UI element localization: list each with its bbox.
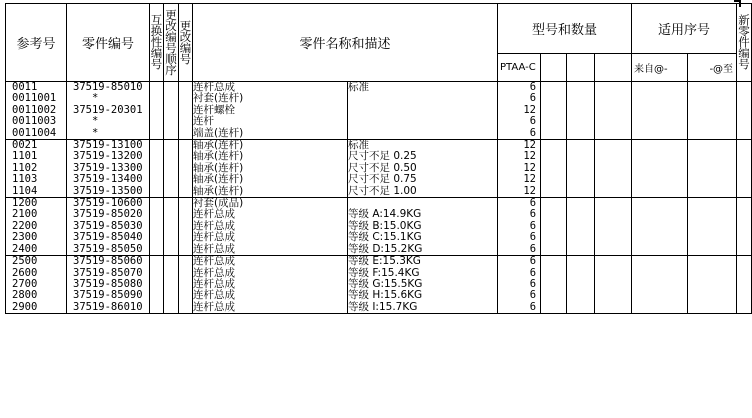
ref-no-cell-line: 0011 (12, 81, 38, 93)
part-desc-cell-line: 标准 (348, 139, 369, 152)
part-no-cell-line: 37519-20301 (73, 103, 143, 116)
part-name-cell-line: 轴承(连杆) (193, 184, 244, 197)
part-name-cell-line: 连杆螺栓 (193, 103, 235, 116)
model-blank-cell (595, 198, 632, 256)
ref-no-cell-line: 1101 (12, 150, 38, 163)
header-name-desc: 零件名称和描述 (193, 4, 498, 82)
ref-no-cell-line: 1200 (12, 197, 38, 210)
part-no-cell (67, 82, 150, 140)
ref-no-cell-line: 2700 (12, 277, 38, 290)
header-char: 互 (150, 13, 163, 27)
part-no-cell-line: 37519-13400 (73, 173, 143, 186)
part-name-cell (193, 82, 348, 140)
part-desc-cell-line: 等级 F:15.4KG (348, 266, 420, 279)
part-no-cell (67, 140, 150, 198)
header-char: 改 (179, 29, 192, 44)
serial-from-cell (632, 140, 688, 198)
part-desc-cell-line: 尺寸不足 0.25 (348, 150, 417, 163)
part-name-cell-line: 连杆 (193, 115, 214, 128)
part-no-cell-line: * (73, 115, 99, 128)
part-name-cell-line: 连杆总成 (193, 266, 235, 279)
header-char: 号 (179, 51, 192, 66)
part-no-cell-line: 37519-13300 (73, 161, 143, 174)
header-char: 号 (165, 40, 177, 55)
model-blank-cell (567, 198, 595, 256)
corner-mark-icon (734, 0, 741, 7)
ref-no-cell-line: 0011004 (12, 126, 57, 139)
change-no-cell (179, 256, 193, 314)
ref-no-cell-line: 2400 (12, 242, 38, 255)
quantity-cell-line: 12 (523, 139, 537, 152)
interchange-cell (150, 82, 164, 140)
table-row-group (6, 82, 752, 140)
ref-no-cell-line: 2600 (12, 266, 38, 279)
part-name-cell-line: 轴承(连杆) (193, 173, 244, 186)
quantity-cell-line: 6 (529, 266, 537, 279)
part-no-cell-line: 37519-85050 (73, 242, 143, 255)
ref-no-cell (6, 82, 67, 140)
part-no-cell-line: 37519-85040 (73, 231, 143, 244)
part-no-cell-line: 37519-10600 (73, 197, 143, 210)
header-new-part-no (737, 4, 752, 82)
part-desc-cell-line: 标准 (348, 81, 369, 93)
part-no-cell-line: 37519-13200 (73, 150, 143, 163)
part-no-cell (67, 198, 150, 256)
header-model-blank-3 (595, 54, 632, 82)
part-desc-cell-line (348, 93, 497, 104)
model-blank-cell (541, 82, 567, 140)
ref-no-cell-line: 1103 (12, 173, 38, 186)
change-order-cell (164, 82, 179, 140)
part-desc-cell-line: 等级 B:15.0KG (348, 219, 422, 232)
quantity-cell-line: 6 (529, 300, 537, 313)
header-char: 性 (150, 35, 163, 49)
quantity-cell-line: 12 (523, 103, 537, 116)
change-no-cell (179, 140, 193, 198)
part-no-cell-line: 37519-85070 (73, 266, 143, 279)
part-name-cell-line: 连杆总成 (193, 300, 235, 313)
header-ref-no: 参考号 (6, 4, 67, 82)
part-name-cell (193, 140, 348, 198)
header-char: 编 (150, 46, 163, 60)
header-serial-from: 来自@- (632, 54, 688, 82)
quantity-cell-line: 12 (523, 173, 537, 186)
change-no-cell (179, 82, 193, 140)
quantity-cell-line: 6 (529, 242, 537, 255)
part-name-cell-line: 端盖(连杆) (193, 126, 244, 139)
quantity-cell-line: 6 (529, 115, 537, 128)
model-blank-cell (541, 198, 567, 256)
new-part-cell (737, 82, 752, 140)
serial-to-cell (688, 140, 737, 198)
model-blank-cell (595, 256, 632, 314)
part-name-cell (193, 256, 348, 314)
header-change-no (179, 4, 193, 82)
quantity-cell-line: 6 (529, 197, 537, 210)
header-char: 新 (738, 13, 750, 27)
ref-no-cell-line: 2900 (12, 300, 38, 313)
header-char: 更 (165, 7, 177, 22)
serial-to-cell (688, 198, 737, 256)
table-row-group (6, 256, 752, 314)
part-desc-cell (348, 256, 498, 314)
part-name-cell-line: 连杆总成 (193, 277, 235, 290)
part-name-cell-line: 轴承(连杆) (193, 150, 244, 163)
quantity-cell-line: 12 (523, 184, 537, 197)
ref-no-cell-line: 0021 (12, 139, 38, 152)
header-char: 编 (738, 46, 750, 60)
interchange-cell (150, 256, 164, 314)
part-name-cell-line: 连杆总成 (193, 289, 235, 302)
part-name-cell-line: 连杆总成 (193, 255, 235, 268)
table-row-group (6, 140, 752, 198)
part-desc-cell-line: 等级 E:15.3KG (348, 255, 421, 268)
new-part-cell (737, 198, 752, 256)
quantity-cell-line: 12 (523, 150, 537, 163)
part-name-cell-line: 连杆总成 (193, 242, 235, 255)
ref-no-cell-line: 2300 (12, 231, 38, 244)
model-blank-cell (567, 140, 595, 198)
part-desc-cell-line: 尺寸不足 0.50 (348, 161, 417, 174)
change-no-cell (179, 198, 193, 256)
new-part-cell (737, 256, 752, 314)
part-name-cell (193, 198, 348, 256)
part-no-cell-line: 37519-13100 (73, 139, 143, 152)
part-no-cell-line: 37519-85010 (73, 81, 143, 93)
model-blank-cell (595, 82, 632, 140)
quantity-cell (498, 198, 541, 256)
part-desc-cell-line: 尺寸不足 1.00 (348, 184, 417, 197)
header-model-blank-2 (567, 54, 595, 82)
part-name-cell-line: 轴承(连杆) (193, 139, 244, 152)
quantity-cell-line: 6 (529, 289, 537, 302)
header-char: 改 (165, 18, 177, 33)
header-model-ptaa-c: PTAA-C (498, 54, 541, 82)
model-blank-cell (567, 256, 595, 314)
part-name-cell-line: 连杆总成 (193, 231, 235, 244)
ref-no-cell (6, 198, 67, 256)
part-desc-cell-line (348, 105, 497, 116)
ref-no-cell (6, 140, 67, 198)
part-desc-cell (348, 198, 498, 256)
header-char: 编 (179, 40, 192, 55)
header-change-order (164, 4, 179, 82)
part-no-cell-line: 37519-86010 (73, 300, 143, 313)
part-desc-cell-line (348, 116, 497, 127)
ref-no-cell-line: 2500 (12, 255, 38, 268)
ref-no-cell-line: 0011002 (12, 103, 57, 116)
quantity-cell-line: 6 (529, 92, 537, 105)
quantity-cell-line: 12 (523, 161, 537, 174)
model-blank-cell (595, 140, 632, 198)
part-desc-cell-line: 等级 D:15.2KG (348, 242, 423, 255)
quantity-cell-line: 6 (529, 208, 537, 221)
header-char: 号 (738, 57, 750, 71)
quantity-cell-line: 6 (529, 231, 537, 244)
quantity-cell-line: 6 (529, 277, 537, 290)
part-no-cell-line: 37519-85090 (73, 289, 143, 302)
ref-no-cell-line: 1104 (12, 184, 38, 197)
change-order-cell (164, 140, 179, 198)
header-applicable-serial: 适用序号 (632, 4, 737, 54)
quantity-cell-line: 6 (529, 81, 537, 93)
part-no-cell-line: 37519-85080 (73, 277, 143, 290)
header-char: 件 (738, 35, 750, 49)
header-model-qty: 型号和数量 (498, 4, 632, 54)
part-desc-cell-line: 等级 C:15.1KG (348, 231, 422, 244)
header-part-no: 零件编号 (67, 4, 150, 82)
part-desc-cell (348, 140, 498, 198)
header-char: 换 (150, 24, 163, 38)
header-char: 零 (738, 24, 750, 38)
part-desc-cell-line (348, 128, 497, 139)
header-model-blank-1 (541, 54, 567, 82)
new-part-cell (737, 140, 752, 198)
part-desc-cell-line: 等级 H:15.6KG (348, 289, 423, 302)
quantity-cell (498, 140, 541, 198)
ref-no-cell-line: 2100 (12, 208, 38, 221)
part-no-cell-line: 37519-85060 (73, 255, 143, 268)
change-order-cell (164, 256, 179, 314)
ref-no-cell (6, 256, 67, 314)
header-char: 序 (165, 62, 177, 77)
part-desc-cell-line: 等级 I:15.7KG (348, 300, 418, 313)
part-name-cell-line: 连杆总成 (193, 208, 235, 221)
part-name-cell-line: 连杆总成 (193, 219, 235, 232)
serial-to-cell (688, 256, 737, 314)
part-no-cell (67, 256, 150, 314)
quantity-cell (498, 256, 541, 314)
part-desc-cell (348, 82, 498, 140)
serial-from-cell (632, 82, 688, 140)
part-name-cell-line: 连杆总成 (193, 81, 235, 93)
ref-no-cell-line: 2200 (12, 219, 38, 232)
part-name-cell-line: 轴承(连杆) (193, 161, 244, 174)
quantity-cell-line: 6 (529, 219, 537, 232)
ref-no-cell-line: 1102 (12, 161, 38, 174)
interchange-cell (150, 198, 164, 256)
ref-no-cell-line: 0011001 (12, 92, 57, 105)
quantity-cell-line: 6 (529, 126, 537, 139)
header-serial-to: -@至 (688, 54, 737, 82)
part-desc-cell-line: 等级 G:15.5KG (348, 277, 423, 290)
header-char: 更 (179, 18, 192, 33)
serial-from-cell (632, 256, 688, 314)
model-blank-cell (541, 140, 567, 198)
part-no-cell-line: 37519-85030 (73, 219, 143, 232)
part-no-cell-line: * (73, 92, 99, 105)
part-name-cell-line: 衬套(连杆) (193, 92, 244, 105)
change-order-cell (164, 198, 179, 256)
part-desc-cell-line: 等级 A:14.9KG (348, 208, 422, 221)
quantity-cell-line: 6 (529, 255, 537, 268)
serial-to-cell (688, 82, 737, 140)
quantity-cell (498, 82, 541, 140)
part-no-cell-line: 37519-85020 (73, 208, 143, 221)
ref-no-cell-line: 2800 (12, 289, 38, 302)
header-char: 顺 (165, 51, 177, 66)
serial-from-cell (632, 198, 688, 256)
model-blank-cell (567, 82, 595, 140)
part-name-cell-line: 衬套(成品) (193, 197, 244, 210)
parts-table (5, 3, 752, 314)
table-row-group (6, 198, 752, 256)
interchange-cell (150, 140, 164, 198)
model-blank-cell (541, 256, 567, 314)
part-desc-cell-line: 尺寸不足 0.75 (348, 173, 417, 186)
ref-no-cell-line: 0011003 (12, 115, 57, 128)
header-char: 编 (165, 29, 177, 44)
header-interchange-no (150, 4, 164, 82)
header-char: 号 (150, 57, 163, 71)
part-no-cell-line: * (73, 126, 99, 139)
part-no-cell-line: 37519-13500 (73, 184, 143, 197)
